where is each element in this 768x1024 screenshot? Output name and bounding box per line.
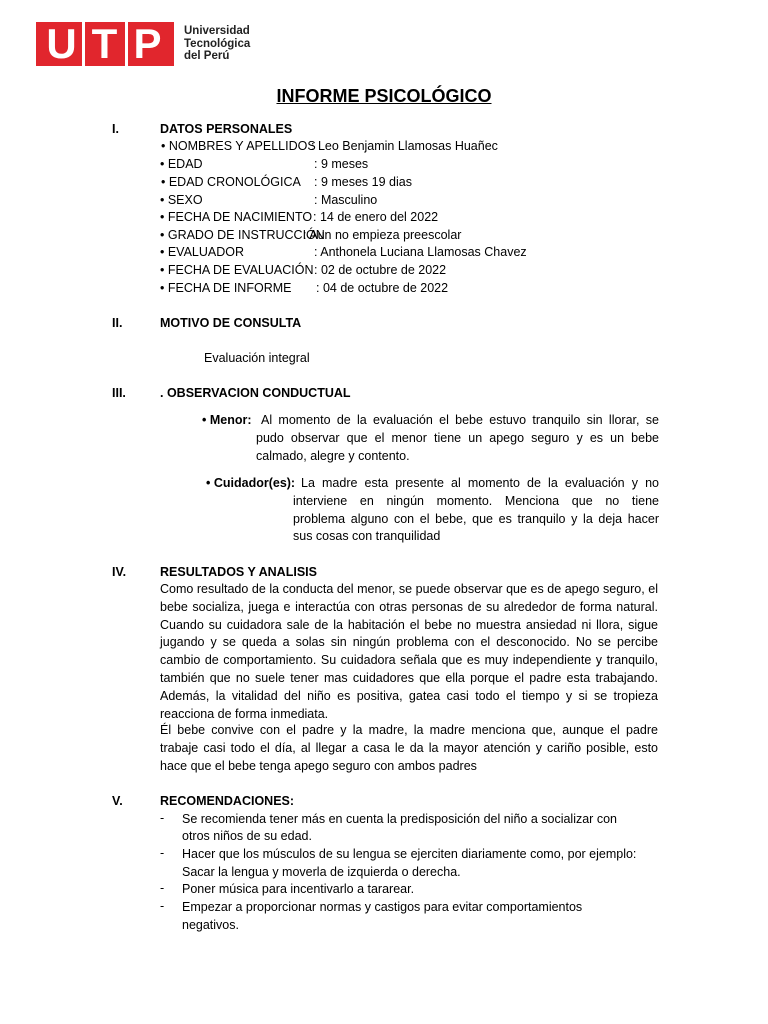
cuidador-line-4: sus cosas con tranquilidad (293, 529, 441, 543)
recommendation-1-line-1: Se recomienda tener más en cuenta la predisposición del niño a socializar con (182, 812, 617, 826)
field-value-edad-cronologica: : 9 meses 19 dias (314, 175, 412, 189)
list-bullet: - (160, 846, 165, 860)
section-number: III. (112, 386, 126, 400)
field-value-sexo: : Masculino (314, 193, 378, 207)
field-label-edad: • EDAD (160, 157, 203, 171)
resultados-paragraph-2: Él bebe convive con el padre y la madre, la madre menciona que, aunque el padre trabaje casi todo el día, al llegar a casa le da la mayor atención y cariño posible, esto hace que el bebe tenga apego seguro con ambos padres (160, 723, 658, 773)
section-title-observacion-conductual: . OBSERVACION CONDUCTUAL (160, 386, 351, 400)
document-title: INFORME PSICOLÓGICO (276, 86, 492, 106)
list-bullet: - (160, 811, 165, 825)
section-title-datos-personales: DATOS PERSONALES (160, 122, 293, 136)
logo-letter-u: U (46, 20, 78, 67)
section-number: V. (112, 794, 123, 808)
cuidador-line-2: interviene en ningún momento. Menciona que no tiene (293, 494, 659, 508)
field-label-edad-cronologica: • EDAD CRONOLÓGICA (161, 175, 301, 189)
section-title-recomendaciones: RECOMENDACIONES: (160, 794, 295, 808)
field-value-grado-instruccion: : Aun no empieza preescolar (303, 228, 462, 242)
recommendation-4-line-2: negativos. (182, 918, 239, 932)
section-title-resultados-analisis: RESULTADOS Y ANALISIS (160, 565, 317, 579)
field-value-evaluador: : Anthonela Luciana Llamosas Chavez (314, 245, 527, 259)
field-value-fecha-informe: : 04 de octubre de 2022 (316, 281, 449, 295)
field-value-fecha-nacimiento: : 14 de enero del 2022 (313, 210, 439, 224)
field-label-sexo: • SEXO (160, 193, 203, 207)
field-label-fecha-nacimiento: • FECHA DE NACIMIENTO (160, 210, 313, 224)
field-value-edad: : 9 meses (314, 157, 369, 171)
motivo-text: Evaluación integral (204, 351, 310, 365)
utp-logo (36, 22, 250, 66)
section-title-motivo-consulta: MOTIVO DE CONSULTA (160, 316, 302, 330)
recommendation-2-line-1: Hacer que los músculos de su lengua se ejerciten diariamente como, por ejemplo: (182, 847, 637, 861)
menor-line-1: Al momento de la evaluación el bebe estuvo tranquilo sin llorar, se (261, 413, 659, 427)
section-number: IV. (112, 565, 127, 579)
cuidador-line-1: La madre esta presente al momento de la evaluación y no (301, 476, 659, 490)
field-value-nombres: : Leo Benjamin Llamosas Huañec (311, 139, 498, 153)
field-label-grado-instruccion: • GRADO DE INSTRUCCIÓN (160, 228, 325, 242)
logo-mark (36, 22, 174, 66)
recommendation-3-line-1: Poner música para incentivarlo a tararear. (182, 882, 415, 896)
section-number: I. (112, 122, 119, 136)
field-value-fecha-evaluacion: : 02 de octubre de 2022 (314, 263, 447, 277)
list-bullet: - (160, 881, 165, 895)
cuidador-label: • Cuidador(es): (206, 476, 296, 490)
recommendation-1-line-2: otros niños de su edad. (182, 829, 312, 843)
menor-line-2: pudo observar que el menor tiene un apego seguro y es un bebe (256, 431, 659, 445)
field-label-nombres: • NOMBRES Y APELLIDOS (161, 139, 316, 153)
logo-letter-t: T (91, 20, 119, 67)
list-bullet: - (160, 899, 165, 913)
recommendation-4-line-1: Empezar a proporcionar normas y castigos para evitar comportamientos (182, 900, 583, 914)
logo-letter-p: P (133, 20, 163, 67)
field-label-fecha-evaluacion: • FECHA DE EVALUACIÓN (160, 263, 314, 277)
field-label-evaluador: • EVALUADOR (160, 245, 245, 259)
recommendation-2-line-2: Sacar la lengua y moverla de izquierda o derecha. (182, 865, 461, 879)
resultados-paragraph-1: Como resultado de la conducta del menor, se puede observar que es de apego seguro, el bebe socializa, juega e interactúa con otras personas de su alrededor de forma natural. Cuando su cuidadora sale de la habitación el bebe no muestra ansiedad ni llora, sigue jugando y se queda a solas sin ningún problema con el desconocido. No se percibe cambio de comportamiento. Su cuidadora señala que es muy independiente y tranquilo, también que no suele tener mas cuidadores que ella porque el padre esta trabajando. Además, la vitalidad del niño es positiva, gatea casi todo el tiempo y si se tropieza reacciona de forma inmediata. (160, 582, 658, 721)
logo-wordmark: Universidad Tecnológica del Perú (184, 25, 251, 63)
menor-label: • Menor: (202, 413, 252, 427)
cuidador-line-3: problema alguno con el bebe, que es tranquilo y la deja hacer (293, 512, 659, 526)
field-label-fecha-informe: • FECHA DE INFORME (160, 281, 292, 295)
menor-line-3: calmado, alegre y contento. (256, 449, 410, 463)
section-number: II. (112, 316, 123, 330)
